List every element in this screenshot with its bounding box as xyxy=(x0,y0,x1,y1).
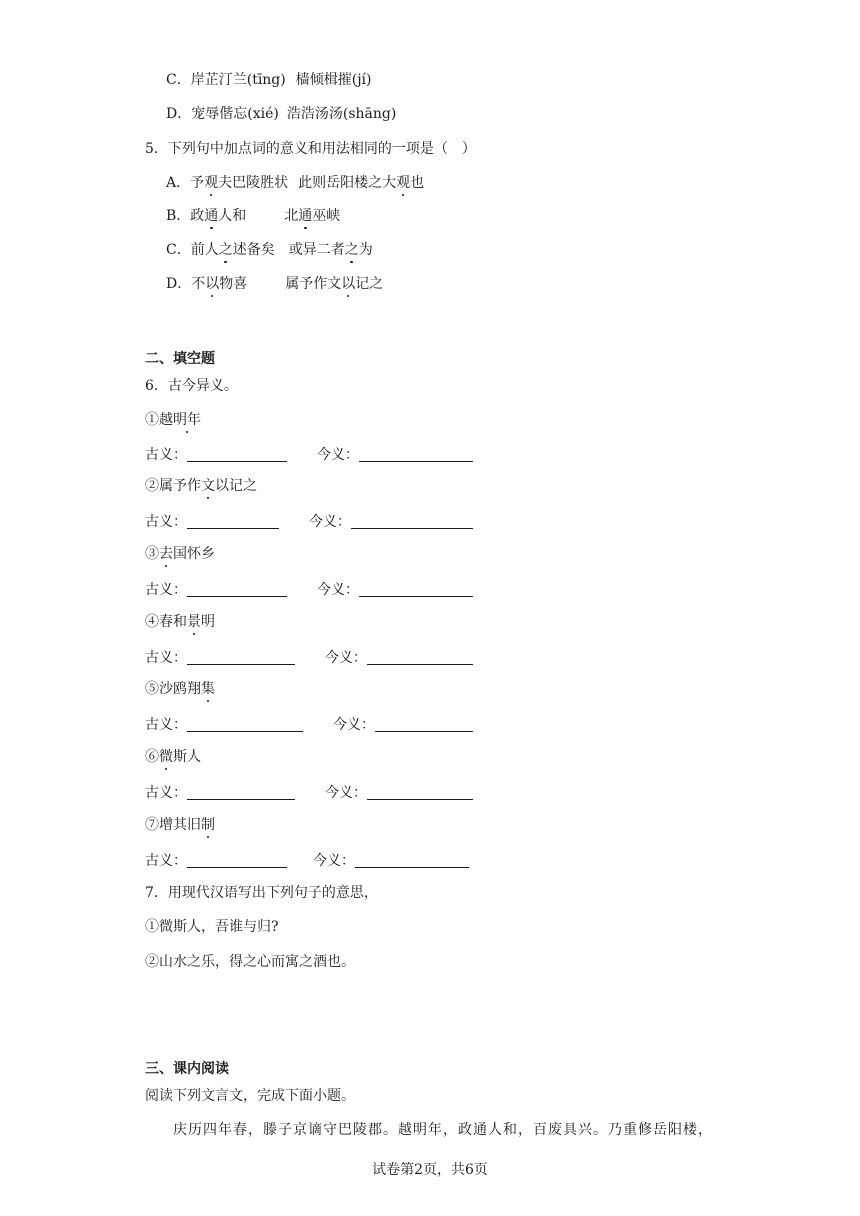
q5-option-a: A．予观夫巴陵胜状 此则岳阳楼之大观也 xyxy=(166,175,425,191)
q5-option-d: D．不以物喜 属予作文以记之 xyxy=(166,276,384,292)
q6-answer-row-7: 古义： 今义： xyxy=(145,852,469,870)
gu-blank[interactable] xyxy=(187,853,287,868)
gu-blank[interactable] xyxy=(187,717,303,732)
section-3-intro: 阅读下列文言文，完成下面小题。 xyxy=(145,1088,355,1104)
q5-stem: 5．下列句中加点词的意义和用法相同的一项是（ ） xyxy=(145,141,476,157)
q4-option-c: C．岸芷汀兰(tīng) 樯倾楫摧(jí) xyxy=(166,72,372,88)
q6-answer-row-1: 古义： 今义： xyxy=(145,446,473,464)
section-2-title: 二、填空题 xyxy=(145,351,215,367)
section-3-title: 三、课内阅读 xyxy=(145,1061,229,1077)
jin-blank[interactable] xyxy=(351,514,473,529)
jin-blank[interactable] xyxy=(367,650,473,665)
q6-item-7: ⑦增其旧制 xyxy=(145,817,215,833)
q6-item-5: ⑤沙鸥翔集 xyxy=(145,681,215,697)
gu-blank[interactable] xyxy=(187,785,295,800)
q6-answer-row-5: 古义： 今义： xyxy=(145,716,473,734)
q6-answer-row-2: 古义： 今义： xyxy=(145,513,473,531)
page-footer: 试卷第2页，共6页 xyxy=(372,1162,488,1178)
q6-item-2: ②属予作文以记之 xyxy=(145,478,257,494)
q6-item-3: ③去国怀乡 xyxy=(145,546,215,562)
q6-item-1: ①越明年 xyxy=(145,412,201,428)
q7-item-2: ②山水之乐，得之心而寓之酒也。 xyxy=(145,954,355,970)
jin-blank[interactable] xyxy=(355,853,469,868)
q6-item-4: ④春和景明 xyxy=(145,614,215,630)
q6-stem: 6．古今异义。 xyxy=(145,378,238,394)
gu-blank[interactable] xyxy=(187,650,295,665)
gu-blank[interactable] xyxy=(187,447,287,462)
q6-answer-row-6: 古义： 今义： xyxy=(145,784,473,802)
jin-blank[interactable] xyxy=(359,447,473,462)
q7-stem: 7．用现代汉语写出下列句子的意思， xyxy=(145,885,378,901)
q7-item-1: ①微斯人，吾谁与归? xyxy=(145,919,279,935)
jin-blank[interactable] xyxy=(375,717,473,732)
gu-blank[interactable] xyxy=(187,582,287,597)
q5-option-c: C．前人之述备矣 或异二者之为 xyxy=(166,242,373,258)
q6-item-6: ⑥微斯人 xyxy=(145,749,201,765)
q5-option-b: B．政通人和 北通巫峡 xyxy=(166,208,341,224)
q6-answer-row-4: 古义： 今义： xyxy=(145,649,473,667)
q4-option-d: D．宠辱偕忘(xié) 浩浩汤汤(shāng) xyxy=(166,106,397,122)
reading-passage: 庆历四年春，滕子京谪守巴陵郡。越明年，政通人和，百废具兴。乃重修岳阳楼， xyxy=(173,1122,713,1138)
jin-blank[interactable] xyxy=(359,582,473,597)
q6-answer-row-3: 古义： 今义： xyxy=(145,581,473,599)
jin-blank[interactable] xyxy=(367,785,473,800)
gu-blank[interactable] xyxy=(187,514,279,529)
